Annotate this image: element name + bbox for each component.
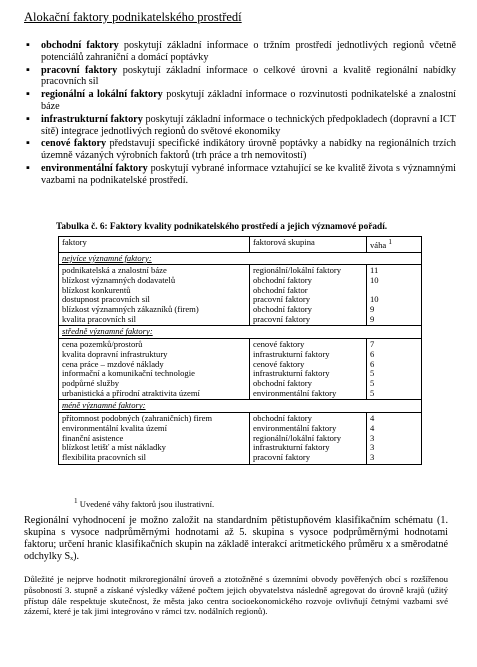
list-item — [24, 40, 456, 64]
footnote-ref: 1 — [388, 238, 392, 246]
list-item-text: představují specifické indikátory úrovně poptávky a nabídky na regionálních trzích územně vázaných výrobních faktorů (trh práce a trh nemovitostí) — [41, 138, 456, 162]
header-factors: faktory — [59, 237, 250, 253]
weight-values: 4 4 3 3 3 — [370, 413, 375, 462]
group-names: obchodní faktory environmentální faktory regionální/lokální faktory infrastrukturní faktory pracovní faktory — [253, 413, 342, 462]
list-item-term: environmentální faktory — [41, 162, 148, 174]
factor-cell — [59, 413, 250, 465]
header-group: faktorová skupina — [250, 237, 367, 253]
table-header-row — [59, 237, 422, 253]
section-row — [59, 252, 422, 265]
section-label: méně významné faktory: — [59, 400, 422, 413]
list-item-term: infrastrukturní faktory — [41, 113, 143, 125]
table-row — [59, 413, 422, 465]
page-title: Alokační faktory podnikatelského prostředí — [24, 10, 242, 24]
list-item-term: cenové faktory — [41, 138, 107, 150]
group-names: cenové faktory infrastrukturní faktory cenové faktory infrastrukturní faktory obchodní faktory environmentální faktory — [253, 339, 337, 398]
header-weight-label: váha — [370, 239, 387, 250]
factor-cell — [59, 339, 250, 400]
list-item-text: poskytují základní informace o rozvinutosti podnikatelské a znalostní báze — [41, 89, 457, 112]
paragraph: Důležité je nejprve hodnotit mikroregionální úroveň a ztotožněné s územními obvody pověřených obcí s rozšířenou působností 3. stupně a získané výsledky vážené počtem jejich obyvatelstva následně agregovat do úrovně krajů (užitý přístup dále respektuje skutečnost, že města jako centra socioekonomického rozvoje ovlivňují četnými vazbami své zázemí, které je tak jimi integrováno v rámci tzv. nodálních regionů). — [24, 574, 448, 617]
section-row — [59, 400, 422, 413]
group-cell — [250, 339, 367, 400]
section-label: středně významné faktory: — [59, 326, 422, 339]
list-item — [24, 163, 456, 187]
list-item-term: regionální a lokální faktory — [41, 89, 163, 101]
weight-cell — [367, 339, 422, 400]
factor-cell — [59, 265, 250, 326]
weight-cell — [367, 265, 422, 326]
list-item — [24, 138, 456, 162]
list-item — [24, 65, 456, 89]
factor-names: podnikatelská a znalostní báze blízkost významných dodavatelů blízkost konkurentů dostupnost pracovních sil blízkost významných zákazníků (firem) kvalita pracovních sil — [62, 265, 199, 324]
factor-list — [24, 40, 456, 188]
header-weight — [367, 237, 422, 253]
weight-cell — [367, 413, 422, 465]
table-footnote — [74, 497, 214, 509]
weight-values: 7 6 6 5 5 5 — [370, 339, 375, 398]
list-item-text: poskytují základní informace o celkové úrovni a kvalitě regionální nabídky pracovních sil — [41, 64, 456, 88]
group-cell — [250, 413, 367, 465]
list-item-term: obchodní faktory — [41, 40, 119, 51]
factor-names: cena pozemků/prostorů kvalita dopravní infrastruktury cena práce – mzdové náklady informační a komunikační technologie podpůrné služby urbanistická a přírodní atraktivita území — [62, 339, 200, 398]
table-row — [59, 339, 422, 400]
table-caption: Tabulka č. 6: Faktory kvality podnikatelského prostředí a jejich významové pořadí. — [56, 222, 388, 232]
group-names: regionální/lokální faktory obchodní faktory obchodní faktor pracovní faktory obchodní faktory pracovní faktory — [253, 265, 342, 324]
footnote-text: Uvedené váhy faktorů jsou ilustrativní. — [79, 498, 215, 509]
section-label: nejvíce významné faktory: — [59, 252, 422, 265]
factor-names: přítomnost podobných (zahraničních) firem environmentální kvalita území finanční asistence blízkost letišť a míst nákladky flexibilita pracovních sil — [62, 413, 213, 462]
list-item-text: poskytují vybrané informace vztahující se ke kvalitě života s významnými vazbami na podnikatelské prostředí. — [41, 162, 456, 186]
list-item — [24, 114, 456, 138]
list-item-text: poskytují základní informace o tržním prostředí jednotlivých regionů včetně potenciálů zahraniční a domácí poptávky — [41, 40, 456, 63]
group-cell — [250, 265, 367, 326]
list-item-term: pracovní faktory — [41, 64, 118, 76]
section-row — [59, 326, 422, 339]
weight-values: 11 10 10 9 9 — [370, 265, 379, 324]
list-item-text: poskytují základní informace o technických předpokladech (dopravní a ICT sítě) integrace jednotlivých regionů do světové ekonomiky — [41, 113, 457, 137]
footnote-mark: 1 — [74, 497, 78, 505]
factors-table — [58, 236, 422, 465]
table-row — [59, 265, 422, 326]
paragraph: Regionální vyhodnocení je možno založit na standardním pětistupňovém klasifikačním schématu (1. skupina s vysoce nadprůměrnými hodnotami až 5. skupina s vysoce podprůměrnými hodnotami faktoru; určení hranic klasifikačních skupin na základě interakcí aritmetického průměru x a směrodatné odchylky Sₓ). — [24, 515, 448, 562]
list-item — [24, 89, 456, 113]
